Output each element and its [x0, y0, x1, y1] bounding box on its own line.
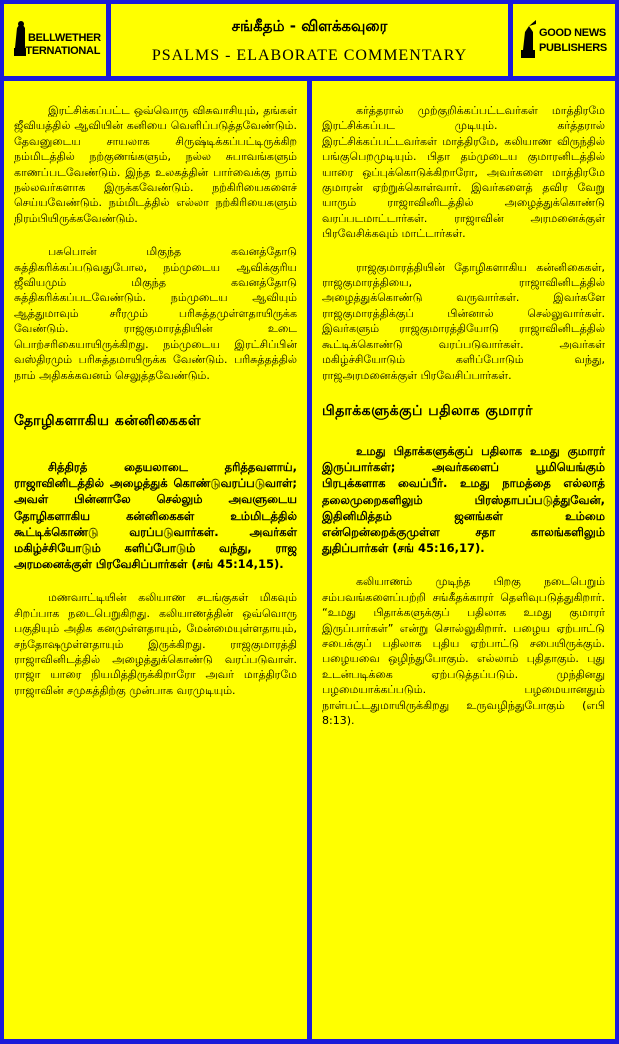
right-column	[312, 81, 615, 1039]
page-header	[111, 4, 508, 76]
logo-left-line1: BELLWETHER	[28, 32, 101, 44]
page-title-tamil: சங்கீதம் - விளக்கவுரை	[231, 17, 388, 35]
left-paragraph-1: இரட்சிக்கப்பட்ட ஒவ்வொரு விசுவாசியும், தங்கள் ஜீவியத்தில் ஆவியின் கனியை வெளிப்படுத்தவேண்டும். தேவனுடைய சாயலாக சிருஷ்டிக்கப்பட்டிருக்கிற நம்மிடத்தில் நற்குணங்களும், நல்ல சுபாவங்களும் காணப்படவேண்டும். இந்த உலகத்தின் பார்வைக்கு நாம் நல்லவர்களாக இருக்கவேண்டும். நற்கிரியைகளைச் செய்யவேண்டும். நம்மிடத்தில் எல்லா நற்கிரியைகளும் நிரம்பியிருக்கவேண்டும்.	[14, 104, 297, 225]
right-paragraph-3: கலியாணம் முடிந்த பிறகு நடைபெறும் சம்பவங்களைப்பற்றி சங்கீதக்காரர் தெளிவுபடுத்துகிறார். “உமது பிதாக்களுக்குப் பதிலாக உமது குமாரர் இருப்பார்கள்” என்று சொல்லுகிறார். பழைய ஏற்பாட்டு சபைக்குப் பதிலாக புதிய ஏற்பாட்டு சபையிருக்கும். பழையவை ஒழிந்துபோகும். எல்லாம் புதிதாகும். புது உடன்படிக்கை ஏற்படுத்தப்படும். முந்தினது பழமையாக்கப்படும். பழமையானதும் நாள்பட்டதுமாயிருக்கிறது உருவழிந்துபோகும் (எபி 8:13).	[322, 575, 605, 727]
logo-right-line2: PUBLISHERS	[539, 42, 607, 54]
left-paragraph-2: பசுபொன் மிகுந்த கவனத்தோடு சுத்திகரிக்கப்படுவதுபோல, நம்முடைய ஆவிக்குரிய ஜீவியமும் மிகுந்த கவனத்தோடு சுத்திகரிக்கப்படவேண்டும். நம்முடைய ஆவியும் ஆத்துமாவும் சரீரமும் பரிசுத்தமுள்ளதாயிருக்க வேண்டும். ராஜகுமாரத்தியின் உடை பொற்சரிகையாயிருக்கிறது. நம்முடைய இரட்சிப்பின் வஸ்திரமும் பரிசுத்தமாயிருக்க வேண்டும். பரிசுத்தத்தில் நாம் அதிகக்கவனம் செலுத்தவேண்டும்.	[14, 245, 297, 382]
bellwether-logo	[4, 4, 106, 76]
page-title-english: PSALMS - ELABORATE COMMENTARY	[151, 47, 468, 64]
trumpet-figure-icon	[519, 18, 537, 60]
right-section-heading: பிதாக்களுக்குப் பதிலாக குமாரர்	[322, 402, 533, 419]
logo-left-line2: INTERNATIONAL	[15, 45, 101, 57]
good-news-logo	[513, 4, 615, 76]
left-section-heading: தோழிகளாகிய கன்னிகைகள்	[14, 412, 201, 429]
right-paragraph-1: கர்த்தரால் முற்குறிக்கப்பட்டவர்கள் மாத்திரமே இரட்சிக்கப்பட முடியும். கர்த்தரால் இரட்சிக்கப்பட்டவர்கள் மாத்திரமே, கலியாண விருந்தில் பங்குபெறமுடியும். பிதா தம்முடைய குமாரனிடத்தில் யாரை ஒப்புக்கொடுக்கிறாரோ, அவர்களை மாத்திரமே குமாரன் ஏற்றுக்கொள்வார். இவர்களைத் தவிர வேறு யாரும் ராஜாவினிடத்தில் அழைத்துக்கொண்டு வரப்படமாட்டார்கள். ராஜாவின் அரமனைக்குள் பிரவேசிக்கவும் மாட்டார்கள்.	[322, 104, 605, 241]
left-scripture-quote: சித்திரத் தையலாடை தரித்தவளாய், ராஜாவினிடத்தில் அழைத்துக் கொண்டுவரப்படுவாள்; அவள் பின்னாலே செல்லும் அவளுடைய தோழிகளாகிய கன்னிகைகள் உம்மிடத்தில் கூட்டிக்கொண்டு வரப்படுவார்கள். அவர்கள் மகிழ்ச்சியோடும் களிப்போடும் வந்து, ராஜ அரமனைக்குள் பிரவேசிப்பார்கள் (சங் 45:14,15).	[14, 459, 297, 572]
logo-right-line1: GOOD NEWS	[539, 27, 606, 39]
left-paragraph-3: மணவாட்டியின் கலியாண சடங்குகள் மிகவும் சிறப்பாக நடைபெறுகிறது. கலியாணத்தின் ஒவ்வொரு பகுதியும் அதிக கனமுள்ளதாயும், மேன்மையுள்ளதாயும், சந்தோஷமுள்ளதாயும் இருக்கிறது. ராஜகுமாரத்தி ராஜாவினிடத்தில் அழைத்துக்கொண்டு வரப்படுவாள். ராஜா யாரை நியமித்திருக்கிறாரோ அவர் மாத்திரமே ராஜாவின் சமுகத்திற்கு முன்பாக வரமுடியும்.	[14, 591, 297, 697]
right-scripture-quote: உமது பிதாக்களுக்குப் பதிலாக உமது குமாரர் இருப்பார்கள்; அவர்களைப் பூமியெங்கும் பிரபுக்களாக வைப்பீர். உமது நாமத்தை எல்லாத் தலைமுறைகளிலும் பிரஸ்தாபப்படுத்துவேன், இதினிமித்தம் ஜனங்கள் உம்மை என்றென்றைக்குமுள்ள சதா காலங்களிலும் துதிப்பார்கள் (சங் 45:16,17).	[322, 443, 605, 556]
right-paragraph-2: ராஜகுமாரத்தியின் தோழிகளாகிய கன்னிகைகள், ராஜகுமாரத்தியை, ராஜாவினிடத்தில் அழைத்துக்கொண்டு வருவார்கள். இவர்களே ராஜகுமாரத்திக்குப் பின்னால் செல்லுவார்கள். இவர்களும் ராஜகுமாரத்தியோடு ராஜாவினிடத்தில் கூட்டிக்கொண்டு வரப்படுவார்கள். அவர்கள் மகிழ்ச்சியோடும் களிப்போடும் வந்து, ராஜஅரமனைக்குள் பிரவேசிப்பார்கள்.	[322, 260, 605, 382]
left-column	[4, 81, 307, 1039]
